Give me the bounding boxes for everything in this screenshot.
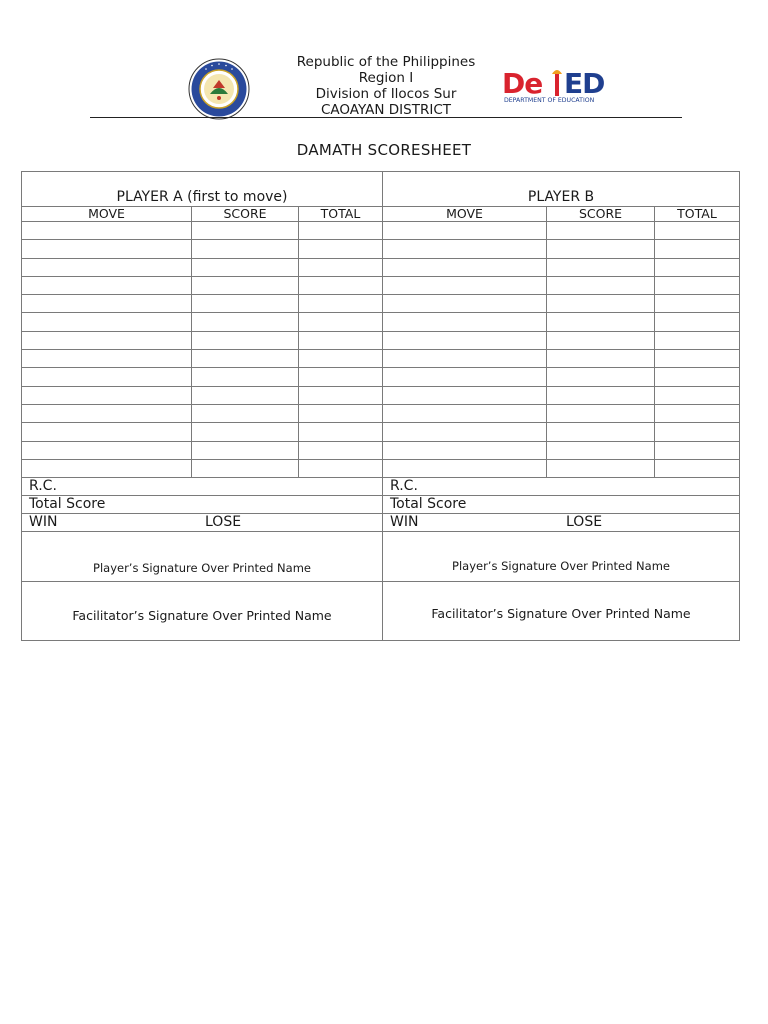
player-a-score-cell[interactable]: [192, 423, 299, 441]
player-a-move-cell[interactable]: [22, 276, 192, 294]
player-a-total-cell[interactable]: [299, 423, 383, 441]
move-row: [22, 368, 740, 386]
player-b-total-cell[interactable]: [655, 240, 740, 258]
deped-seal-logo: [188, 58, 250, 120]
player-b-score-cell[interactable]: [547, 222, 655, 240]
player-a-heading: PLAYER A (first to move): [22, 172, 383, 207]
scoresheet-table: [21, 171, 740, 641]
player-a-move-cell[interactable]: [22, 350, 192, 368]
player-a-total-header: TOTAL: [299, 207, 383, 222]
move-row: [22, 350, 740, 368]
player-a-move-cell[interactable]: [22, 441, 192, 459]
player-b-heading: PLAYER B: [383, 172, 740, 207]
player-b-score-cell[interactable]: [547, 295, 655, 313]
player-b-score-cell[interactable]: [547, 423, 655, 441]
player-b-move-cell[interactable]: [383, 276, 547, 294]
move-row: [22, 404, 740, 422]
player-a-move-cell[interactable]: [22, 331, 192, 349]
player-b-total-cell[interactable]: [655, 350, 740, 368]
player-b-total-cell[interactable]: [655, 423, 740, 441]
player-b-facilitator-signature-field[interactable]: Facilitator’s Signature Over Printed Name: [383, 582, 740, 641]
player-a-move-cell[interactable]: [22, 404, 192, 422]
player-a-score-cell[interactable]: [192, 295, 299, 313]
player-a-total-cell[interactable]: [299, 404, 383, 422]
player-a-signature-field[interactable]: Player’s Signature Over Printed Name: [22, 532, 383, 582]
player-a-score-cell[interactable]: [192, 350, 299, 368]
header-address-block: [270, 54, 502, 118]
player-b-total-score-label[interactable]: Total Score: [383, 496, 740, 514]
player-b-score-cell[interactable]: [547, 240, 655, 258]
move-row: [22, 386, 740, 404]
player-b-move-cell[interactable]: [383, 240, 547, 258]
player-a-facilitator-signature-field[interactable]: Facilitator’s Signature Over Printed Name: [22, 582, 383, 641]
player-b-move-cell[interactable]: [383, 350, 547, 368]
player-a-total-cell[interactable]: [299, 295, 383, 313]
player-b-score-cell[interactable]: [547, 313, 655, 331]
player-a-score-cell[interactable]: [192, 459, 299, 477]
deped-wordmark-logo: [502, 66, 638, 104]
player-b-total-cell[interactable]: [655, 459, 740, 477]
player-a-total-cell[interactable]: [299, 441, 383, 459]
player-b-total-cell[interactable]: [655, 313, 740, 331]
header-district: CAOAYAN DISTRICT: [320, 102, 452, 118]
move-row: [22, 313, 740, 331]
player-b-score-cell[interactable]: [547, 441, 655, 459]
player-a-rc-label[interactable]: R.C.: [22, 478, 383, 496]
player-a-score-cell[interactable]: [192, 331, 299, 349]
player-a-score-cell[interactable]: [192, 240, 299, 258]
player-b-move-cell[interactable]: [383, 295, 547, 313]
player-b-score-cell[interactable]: [547, 350, 655, 368]
player-a-total-cell[interactable]: [299, 276, 383, 294]
player-b-move-cell[interactable]: [383, 331, 547, 349]
player-b-total-header: TOTAL: [655, 207, 740, 222]
header-region: Region I: [358, 70, 414, 86]
player-b-score-cell[interactable]: [547, 459, 655, 477]
player-b-move-cell[interactable]: [383, 222, 547, 240]
player-b-score-header: SCORE: [547, 207, 655, 222]
player-b-total-cell[interactable]: [655, 276, 740, 294]
move-row: [22, 441, 740, 459]
player-a-move-cell[interactable]: [22, 240, 192, 258]
move-row: [22, 459, 740, 477]
player-b-score-cell[interactable]: [547, 258, 655, 276]
player-a-move-cell[interactable]: [22, 423, 192, 441]
player-a-total-cell[interactable]: [299, 368, 383, 386]
player-b-win-option[interactable]: WIN: [390, 514, 419, 531]
player-a-move-cell[interactable]: [22, 313, 192, 331]
player-b-score-cell[interactable]: [547, 404, 655, 422]
player-a-total-cell[interactable]: [299, 331, 383, 349]
player-a-lose-option[interactable]: LOSE: [205, 514, 242, 531]
player-a-total-cell[interactable]: [299, 313, 383, 331]
player-b-total-cell[interactable]: [655, 331, 740, 349]
player-b-score-cell[interactable]: [547, 276, 655, 294]
player-a-score-cell[interactable]: [192, 313, 299, 331]
player-a-score-cell[interactable]: [192, 368, 299, 386]
player-a-score-cell[interactable]: [192, 258, 299, 276]
player-b-total-cell[interactable]: [655, 222, 740, 240]
svg-text:DEPARTMENT OF EDUCATION: DEPARTMENT OF EDUCATION: [504, 97, 595, 104]
player-b-move-cell[interactable]: [383, 459, 547, 477]
player-a-total-score-label[interactable]: Total Score: [22, 496, 383, 514]
player-b-total-cell[interactable]: [655, 386, 740, 404]
player-b-rc-label[interactable]: R.C.: [383, 478, 740, 496]
move-row: [22, 240, 740, 258]
header-division: Division of Ilocos Sur: [315, 86, 457, 102]
player-a-total-cell[interactable]: [299, 240, 383, 258]
player-a-score-header: SCORE: [192, 207, 299, 222]
player-b-move-cell[interactable]: [383, 313, 547, 331]
player-b-move-cell[interactable]: [383, 404, 547, 422]
player-b-score-cell[interactable]: [547, 386, 655, 404]
document-header: [0, 0, 768, 159]
player-b-move-cell[interactable]: [383, 386, 547, 404]
player-a-score-cell[interactable]: [192, 441, 299, 459]
player-b-total-cell[interactable]: [655, 404, 740, 422]
player-a-score-cell[interactable]: [192, 222, 299, 240]
player-b-total-cell[interactable]: [655, 295, 740, 313]
player-a-total-cell[interactable]: [299, 350, 383, 368]
player-a-total-cell[interactable]: [299, 222, 383, 240]
player-a-win-option[interactable]: WIN: [29, 514, 58, 531]
player-b-move-cell[interactable]: [383, 441, 547, 459]
player-b-score-cell[interactable]: [547, 331, 655, 349]
move-row: [22, 295, 740, 313]
svg-text:De: De: [502, 67, 543, 100]
player-a-score-cell[interactable]: [192, 404, 299, 422]
move-row: [22, 276, 740, 294]
player-b-total-cell[interactable]: [655, 258, 740, 276]
player-b-move-header: MOVE: [383, 207, 547, 222]
player-b-total-cell[interactable]: [655, 368, 740, 386]
svg-text:ED: ED: [564, 67, 605, 100]
player-b-score-cell[interactable]: [547, 368, 655, 386]
player-a-move-cell[interactable]: [22, 386, 192, 404]
player-a-score-cell[interactable]: [192, 276, 299, 294]
move-row: [22, 222, 740, 240]
player-a-total-cell[interactable]: [299, 386, 383, 404]
player-a-move-cell[interactable]: [22, 222, 192, 240]
player-b-lose-option[interactable]: LOSE: [566, 514, 603, 531]
player-a-move-cell[interactable]: [22, 295, 192, 313]
player-b-move-cell[interactable]: [383, 368, 547, 386]
move-row: [22, 423, 740, 441]
player-b-result: [383, 514, 740, 532]
player-b-move-cell[interactable]: [383, 258, 547, 276]
header-divider: [90, 117, 682, 118]
player-a-total-cell[interactable]: [299, 459, 383, 477]
player-a-move-header: MOVE: [22, 207, 192, 222]
player-b-total-cell[interactable]: [655, 441, 740, 459]
player-a-total-cell[interactable]: [299, 258, 383, 276]
player-a-score-cell[interactable]: [192, 386, 299, 404]
player-a-result: [22, 514, 383, 532]
player-a-move-cell[interactable]: [22, 258, 192, 276]
move-row: [22, 258, 740, 276]
header-country: Republic of the Philippines: [296, 54, 476, 70]
player-a-move-cell[interactable]: [22, 459, 192, 477]
player-b-move-cell[interactable]: [383, 423, 547, 441]
player-b-signature-field[interactable]: Player’s Signature Over Printed Name: [383, 532, 740, 582]
player-a-move-cell[interactable]: [22, 368, 192, 386]
document-title: DAMATH SCORESHEET: [296, 141, 472, 159]
move-row: [22, 331, 740, 349]
